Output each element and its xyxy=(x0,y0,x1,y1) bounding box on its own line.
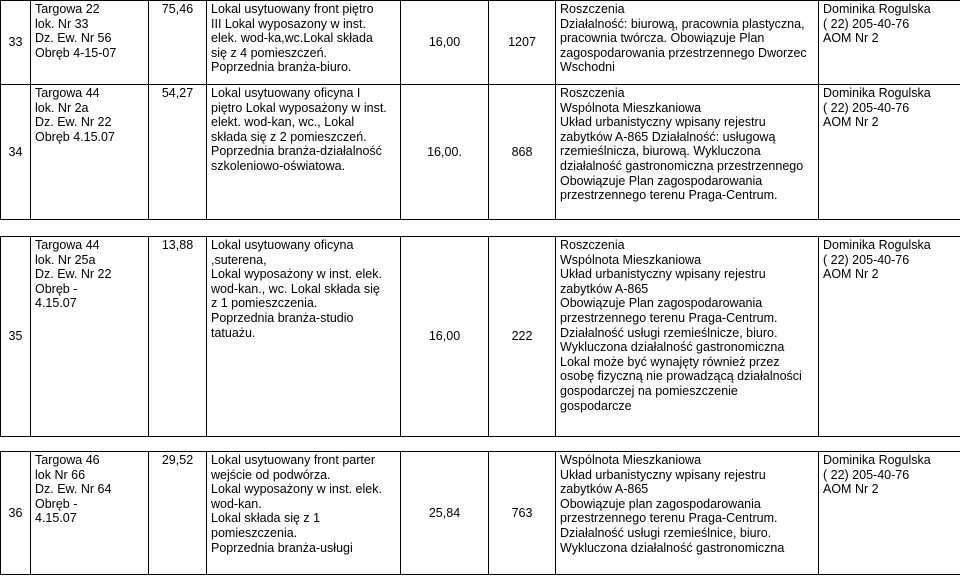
conditions-cell: Roszczenia Wspólnota Mieszkaniowa Układ urbanistyczny wpisany rejestru zabytków A-865 Obowiązuje Plan zagospodarowania przestrzennego terenu Praga-Centrum. Działalność usługi rzemieślnicze, biuro. Wykluczona działalność gastronomiczna Lokal może być wynajęty również przez osobę fizyczną nie prowadzącą działalności gospodarczej na pomieszczenie gospodarcze xyxy=(556,237,819,437)
contact-cell: Dominika Rogulska ( 22) 205-40-76 AOM Nr 2 xyxy=(819,452,960,575)
row-number: 35 xyxy=(1,237,31,437)
address-cell: Targowa 44 lok. Nr 25a Dz. Ew. Nr 22 Obręb - 4.15.07 xyxy=(31,237,149,437)
row-spacer xyxy=(1,220,960,237)
contact-cell: Dominika Rogulska ( 22) 205-40-76 AOM Nr 2 xyxy=(819,237,960,437)
amount-cell: 868 xyxy=(489,85,556,220)
row-number: 34 xyxy=(1,85,31,220)
conditions-cell: Roszczenia Działalność: biurową, pracownia plastyczna, pracownia twórcza. Obowiązuje Plan zagospodarowania przestrzennego Dworzec Wschodni xyxy=(556,1,819,85)
contact-cell: Dominika Rogulska ( 22) 205-40-76 AOM Nr 2 xyxy=(819,85,960,220)
contact-cell: Dominika Rogulska ( 22) 205-40-76 AOM Nr 2 xyxy=(819,1,960,85)
row-spacer xyxy=(1,437,960,452)
area-cell: 54,27 xyxy=(149,85,207,220)
amount-cell: 1207 xyxy=(489,1,556,85)
row-number: 33 xyxy=(1,1,31,85)
description-cell: Lokal usytuowany front parter wejście od podwórza. Lokal wyposażony w inst. elek. wod-kan. Lokal składa się z 1 pomieszczenia. Poprzednia branża-usługi xyxy=(207,452,401,575)
table-row xyxy=(1,85,960,220)
description-cell: Lokal usytuowany front piętro III Lokal wyposazony w inst. elek. wod-ka,wc.Lokal składa się z 4 pomieszczeń. Poprzednia branża-biuro. xyxy=(207,1,401,85)
rate-cell: 16,00 xyxy=(401,1,489,85)
table-row xyxy=(1,452,960,575)
amount-cell: 763 xyxy=(489,452,556,575)
table-row xyxy=(1,1,960,85)
area-cell: 13,88 xyxy=(149,237,207,437)
address-cell: Targowa 22 lok. Nr 33 Dz. Ew. Nr 56 Obręb 4-15-07 xyxy=(31,1,149,85)
description-cell: Lokal usytuowany oficyna ,suterena, Lokal wyposażony w inst. elek. wod-kan., wc. Lokal składa się z 1 pomieszczenia. Poprzednia branża-studio tatuażu. xyxy=(207,237,401,437)
amount-cell: 222 xyxy=(489,237,556,437)
area-cell: 29,52 xyxy=(149,452,207,575)
rate-cell: 16,00. xyxy=(401,85,489,220)
rate-cell: 25,84 xyxy=(401,452,489,575)
description-cell: Lokal usytuowany oficyna I piętro Lokal wyposażony w inst. elekt. wod-kan, wc., Lokal składa się z 2 pomieszczeń. Poprzednia branża-działalność szkoleniowo-oświatowa. xyxy=(207,85,401,220)
row-number: 36 xyxy=(1,452,31,575)
area-cell: 75,46 xyxy=(149,1,207,85)
table-row xyxy=(1,237,960,437)
address-cell: Targowa 46 lok Nr 66 Dz. Ew. Nr 64 Obręb - 4.15.07 xyxy=(31,452,149,575)
conditions-cell: Roszczenia Wspólnota Mieszkaniowa Układ urbanistyczny wpisany rejestru zabytków A-865 Działalność: usługową rzemieślnicza, biurową. Wykluczona działalność gastronomiczna przestrzennego Obowiązuje Plan zagospodarowania przestrzennego terenu Praga-Centrum. xyxy=(556,85,819,220)
address-cell: Targowa 44 lok. Nr 2a Dz. Ew. Nr 22 Obręb 4.15.07 xyxy=(31,85,149,220)
conditions-cell: Wspólnota Mieszkaniowa Układ urbanistyczny wpisany rejestru zabytków A-865 Obowiązuje plan zagospodarowania przestrzennego terenu Praga-Centrum. Działalność usługi rzemieślnice, biuro. Wykluczona działalność gastronomiczna xyxy=(556,452,819,575)
rate-cell: 16,00 xyxy=(401,237,489,437)
